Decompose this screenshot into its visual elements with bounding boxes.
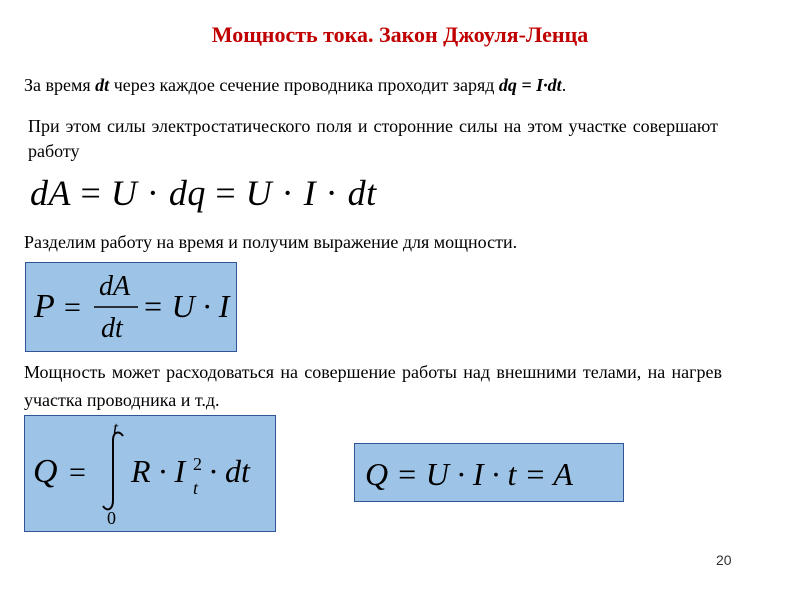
power-intro: Разделим работу на время и получим выражение для мощности. [24, 232, 518, 252]
work-eq-dq: dq [168, 173, 206, 213]
power-rhs: = U · I [142, 288, 230, 324]
power-formula-box [25, 262, 237, 352]
work-eq-i: I [303, 173, 317, 213]
work-paragraph: При этом силы электростатического поля и сторонние силы на этом участке совершают работу [28, 116, 718, 161]
work-eq-dot-2: · [272, 173, 304, 213]
work-eq-dt: dt [347, 173, 377, 213]
heat-subscript: t [193, 478, 199, 498]
integral-lower-limit: 0 [107, 508, 116, 528]
charge-sentence-dt: dt [95, 75, 110, 95]
heat-simple-box [354, 443, 624, 502]
work-eq-dot-3: · [316, 173, 348, 213]
power-equals: = [64, 291, 81, 324]
power-lhs: P [34, 288, 55, 325]
work-eq-dot-1: · [137, 173, 169, 213]
work-eq-equals-2: = [205, 173, 246, 213]
power-usage-paragraph: Мощность может расходоваться на совершение работы над внешними телами, на нагрев участка проводника и т.д. [24, 362, 722, 410]
heat-tail: · dt [209, 453, 250, 489]
charge-sentence-part2: через каждое сечение проводника проходит заряд [109, 75, 499, 95]
slide-title: Мощность тока. Закон Джоуля-Ленца [211, 22, 589, 47]
work-eq-equals-1: = [71, 173, 111, 213]
work-eq-u1: U [110, 173, 138, 213]
work-eq-lhs: dA [30, 173, 71, 213]
heat-superscript: 2 [193, 454, 202, 474]
heat-integral-box [24, 415, 276, 532]
heat-simple-formula [355, 444, 623, 501]
heat-simple-text: Q = U · I · t = A [365, 456, 573, 492]
heat-equals: = [69, 456, 86, 489]
heat-lhs: Q [33, 453, 58, 490]
charge-sentence-end: . [561, 75, 567, 95]
charge-sentence [24, 75, 784, 96]
integral-upper-limit: t [113, 418, 119, 438]
power-denominator: dt [101, 313, 123, 344]
page-number: 20 [716, 552, 732, 568]
work-eq-u2: U [245, 173, 273, 213]
heat-integral-formula [25, 416, 275, 531]
work-equation [30, 172, 377, 214]
heat-r-i: R · I [131, 453, 186, 489]
power-numerator: dA [99, 271, 131, 302]
charge-formula: dq = I·dt [498, 75, 562, 95]
integral-sign [103, 433, 123, 510]
power-formula [26, 263, 236, 351]
charge-sentence-part1: За время [24, 75, 96, 95]
